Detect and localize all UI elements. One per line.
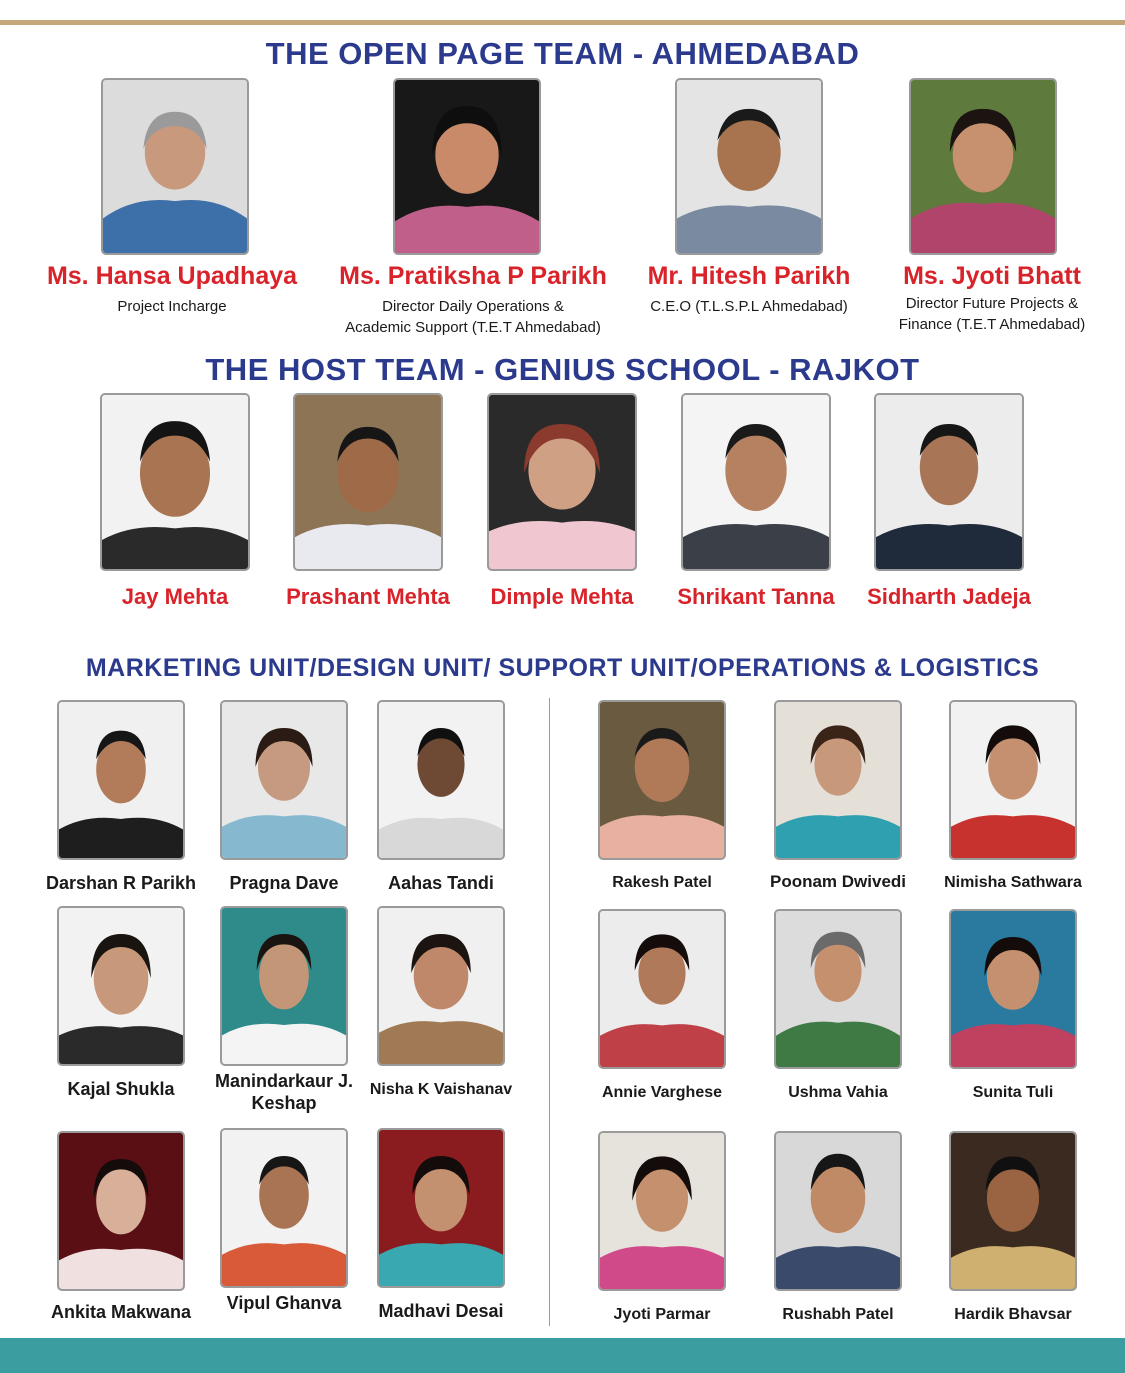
member-name: Ms. Pratiksha P Parikh xyxy=(339,262,607,290)
photo-aahas-tandi xyxy=(377,700,505,860)
open-page-team-title: THE OPEN PAGE TEAM - AHMEDABAD xyxy=(265,36,860,71)
photo-darshan-parikh xyxy=(57,700,185,860)
member-name: Rushabh Patel xyxy=(782,1306,894,1323)
member-name: Darshan R Parikh xyxy=(45,873,197,893)
photo-prashant-mehta xyxy=(293,393,443,571)
member-name: Ankita Makwana xyxy=(50,1302,192,1322)
photo-rushabh-patel xyxy=(774,1131,902,1291)
photo-dimple-mehta xyxy=(487,393,637,571)
photo-jay-mehta xyxy=(100,393,250,571)
photo-vipul-ghanva xyxy=(220,1128,348,1288)
photo-sidharth-jadeja xyxy=(874,393,1024,571)
member-name: Jyoti Parmar xyxy=(613,1306,711,1323)
photo-jyoti-bhatt xyxy=(909,78,1057,255)
member-name: Kajal Shukla xyxy=(67,1079,175,1099)
member-role: Director Future Projects & xyxy=(905,295,1079,312)
member-name: Rakesh Patel xyxy=(612,874,712,891)
member-name: Dimple Mehta xyxy=(490,584,634,609)
member-name: Poonam Dwivedi xyxy=(769,872,907,891)
member-role: Finance (T.E.T Ahmedabad) xyxy=(898,316,1086,333)
member-name: Sidharth Jadeja xyxy=(867,584,1031,609)
photo-kajal-shukla xyxy=(57,906,185,1066)
member-name: Jay Mehta xyxy=(121,584,229,609)
photo-rakesh-patel xyxy=(598,700,726,860)
member-name: Prashant Mehta xyxy=(286,584,450,609)
member-name: Mr. Hitesh Parikh xyxy=(647,262,851,290)
photo-nisha-vaishanav xyxy=(377,906,505,1066)
member-name: Nimisha Sathwara xyxy=(944,874,1082,891)
member-role: Academic Support (T.E.T Ahmedabad) xyxy=(345,319,601,336)
photo-hitesh-parikh xyxy=(675,78,823,255)
member-name: Annie Varghese xyxy=(601,1084,723,1101)
member-name: Ms. Hansa Upadhaya xyxy=(46,262,298,290)
member-name: Manindarkaur J. xyxy=(214,1071,354,1091)
member-name: Keshap xyxy=(251,1093,317,1113)
units-title: MARKETING UNIT/DESIGN UNIT/ SUPPORT UNIT/OPERATIONS & LOGISTICS xyxy=(85,654,1040,682)
photo-pragna-dave xyxy=(220,700,348,860)
photo-ushma-vahia xyxy=(774,909,902,1069)
member-name: Nisha K Vaishanav xyxy=(369,1081,513,1098)
member-name: Ushma Vahia xyxy=(788,1084,888,1101)
photo-madhavi-desai xyxy=(377,1128,505,1288)
host-team-title: THE HOST TEAM - GENIUS SCHOOL - RAJKOT xyxy=(205,352,920,387)
photo-hardik-bhavsar xyxy=(949,1131,1077,1291)
member-name: Ms. Jyoti Bhatt xyxy=(903,262,1081,290)
member-name: Hardik Bhavsar xyxy=(954,1306,1072,1323)
photo-jyoti-parmar xyxy=(598,1131,726,1291)
top-accent-line xyxy=(0,20,1125,25)
photo-hansa-upadhaya xyxy=(101,78,249,255)
bottom-accent-bar xyxy=(0,1338,1125,1373)
photo-pratiksha-parikh xyxy=(393,78,541,255)
photo-sunita-tuli xyxy=(949,909,1077,1069)
member-name: Sunita Tuli xyxy=(972,1084,1054,1101)
member-name: Shrikant Tanna xyxy=(677,584,835,609)
member-name: Pragna Dave xyxy=(229,873,339,893)
member-name: Aahas Tandi xyxy=(388,873,494,893)
photo-poonam-dwivedi xyxy=(774,700,902,860)
photo-nimisha-sathwara xyxy=(949,700,1077,860)
member-role: C.E.O (T.L.S.P.L Ahmedabad) xyxy=(650,298,848,315)
photo-manindarkaur-keshap xyxy=(220,906,348,1066)
member-role: Director Daily Operations & xyxy=(382,298,564,315)
photo-ankita-makwana xyxy=(57,1131,185,1291)
member-role: Project Incharge xyxy=(117,298,227,315)
column-divider xyxy=(549,698,550,1326)
photo-shrikant-tanna xyxy=(681,393,831,571)
member-name: Madhavi Desai xyxy=(378,1301,504,1321)
member-name: Vipul Ghanva xyxy=(226,1293,342,1313)
photo-annie-varghese xyxy=(598,909,726,1069)
